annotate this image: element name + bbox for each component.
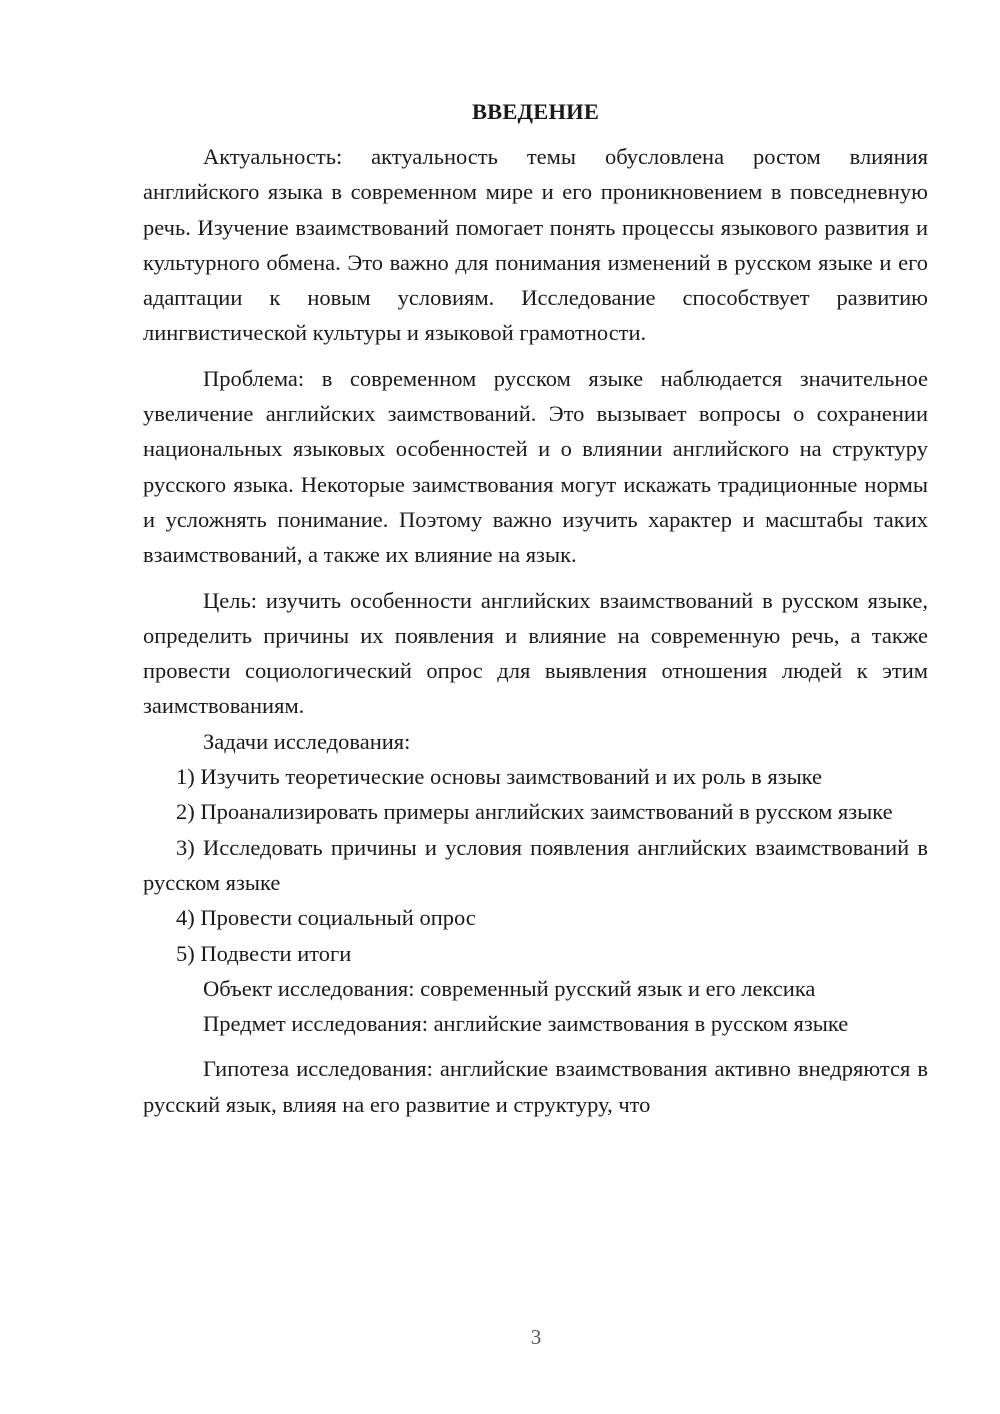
tasks-heading: Задачи исследования: — [203, 728, 411, 754]
page-content — [143, 94, 928, 1122]
paragraph-hypothesis: Гипотеза исследования: английские взаимствования активно внедряются в русский язык, влияя на его развитие и структуру, что — [143, 1056, 928, 1117]
section-title: ВВЕДЕНИЕ — [471, 99, 600, 124]
task-item-5: 5) Подвести итоги — [176, 940, 352, 966]
paragraph-problem: Проблема: в современном русском языке наблюдается значительное увеличение английских заимствований. Это вызывает вопросы о сохранении национальных языковых особенностей и о влиянии английского на структуру русского языка. Некоторые заимствования могут искажать традиционные нормы и усложнять понимание. Поэтому важно изучить характер и масштабы таких взаимствований, а также их влияние на язык. — [143, 365, 928, 568]
task-item-2: 2) Проанализировать примеры английских заимствований в русском языке — [176, 799, 893, 825]
paragraph-goal: Цель: изучить особенности английских взаимствований в русском языке, определить причины их появления и влияние на современную речь, а также провести социологический опрос для выявления отношения людей к этим заимствованиям. — [143, 587, 928, 719]
task-item-4: 4) Провести социальный опрос — [176, 905, 476, 931]
paragraph-relevance: Актуальность: актуальность темы обусловлена ростом влияния английского языка в современном мире и его проникновением в повседневную речь. Изучение взаимствований помогает понять процессы языкового развития и культурного обмена. Это важно для понимания изменений в русском языке и его адаптации к новым условиям. Исследование способствует развитию лингвистической культуры и языковой грамотности. — [143, 144, 928, 346]
research-object: Объект исследования: современный русский язык и его лексика — [203, 975, 816, 1001]
task-item-3: 3) Исследовать причины и условия появления английских взаимствований в русском языке — [143, 834, 928, 895]
research-subject: Предмет исследования: английские заимствования в русском языке — [203, 1011, 849, 1037]
task-item-1: 1) Изучить теоретические основы заимствований и их роль в языке — [176, 764, 823, 790]
page-number: 3 — [530, 1325, 542, 1349]
